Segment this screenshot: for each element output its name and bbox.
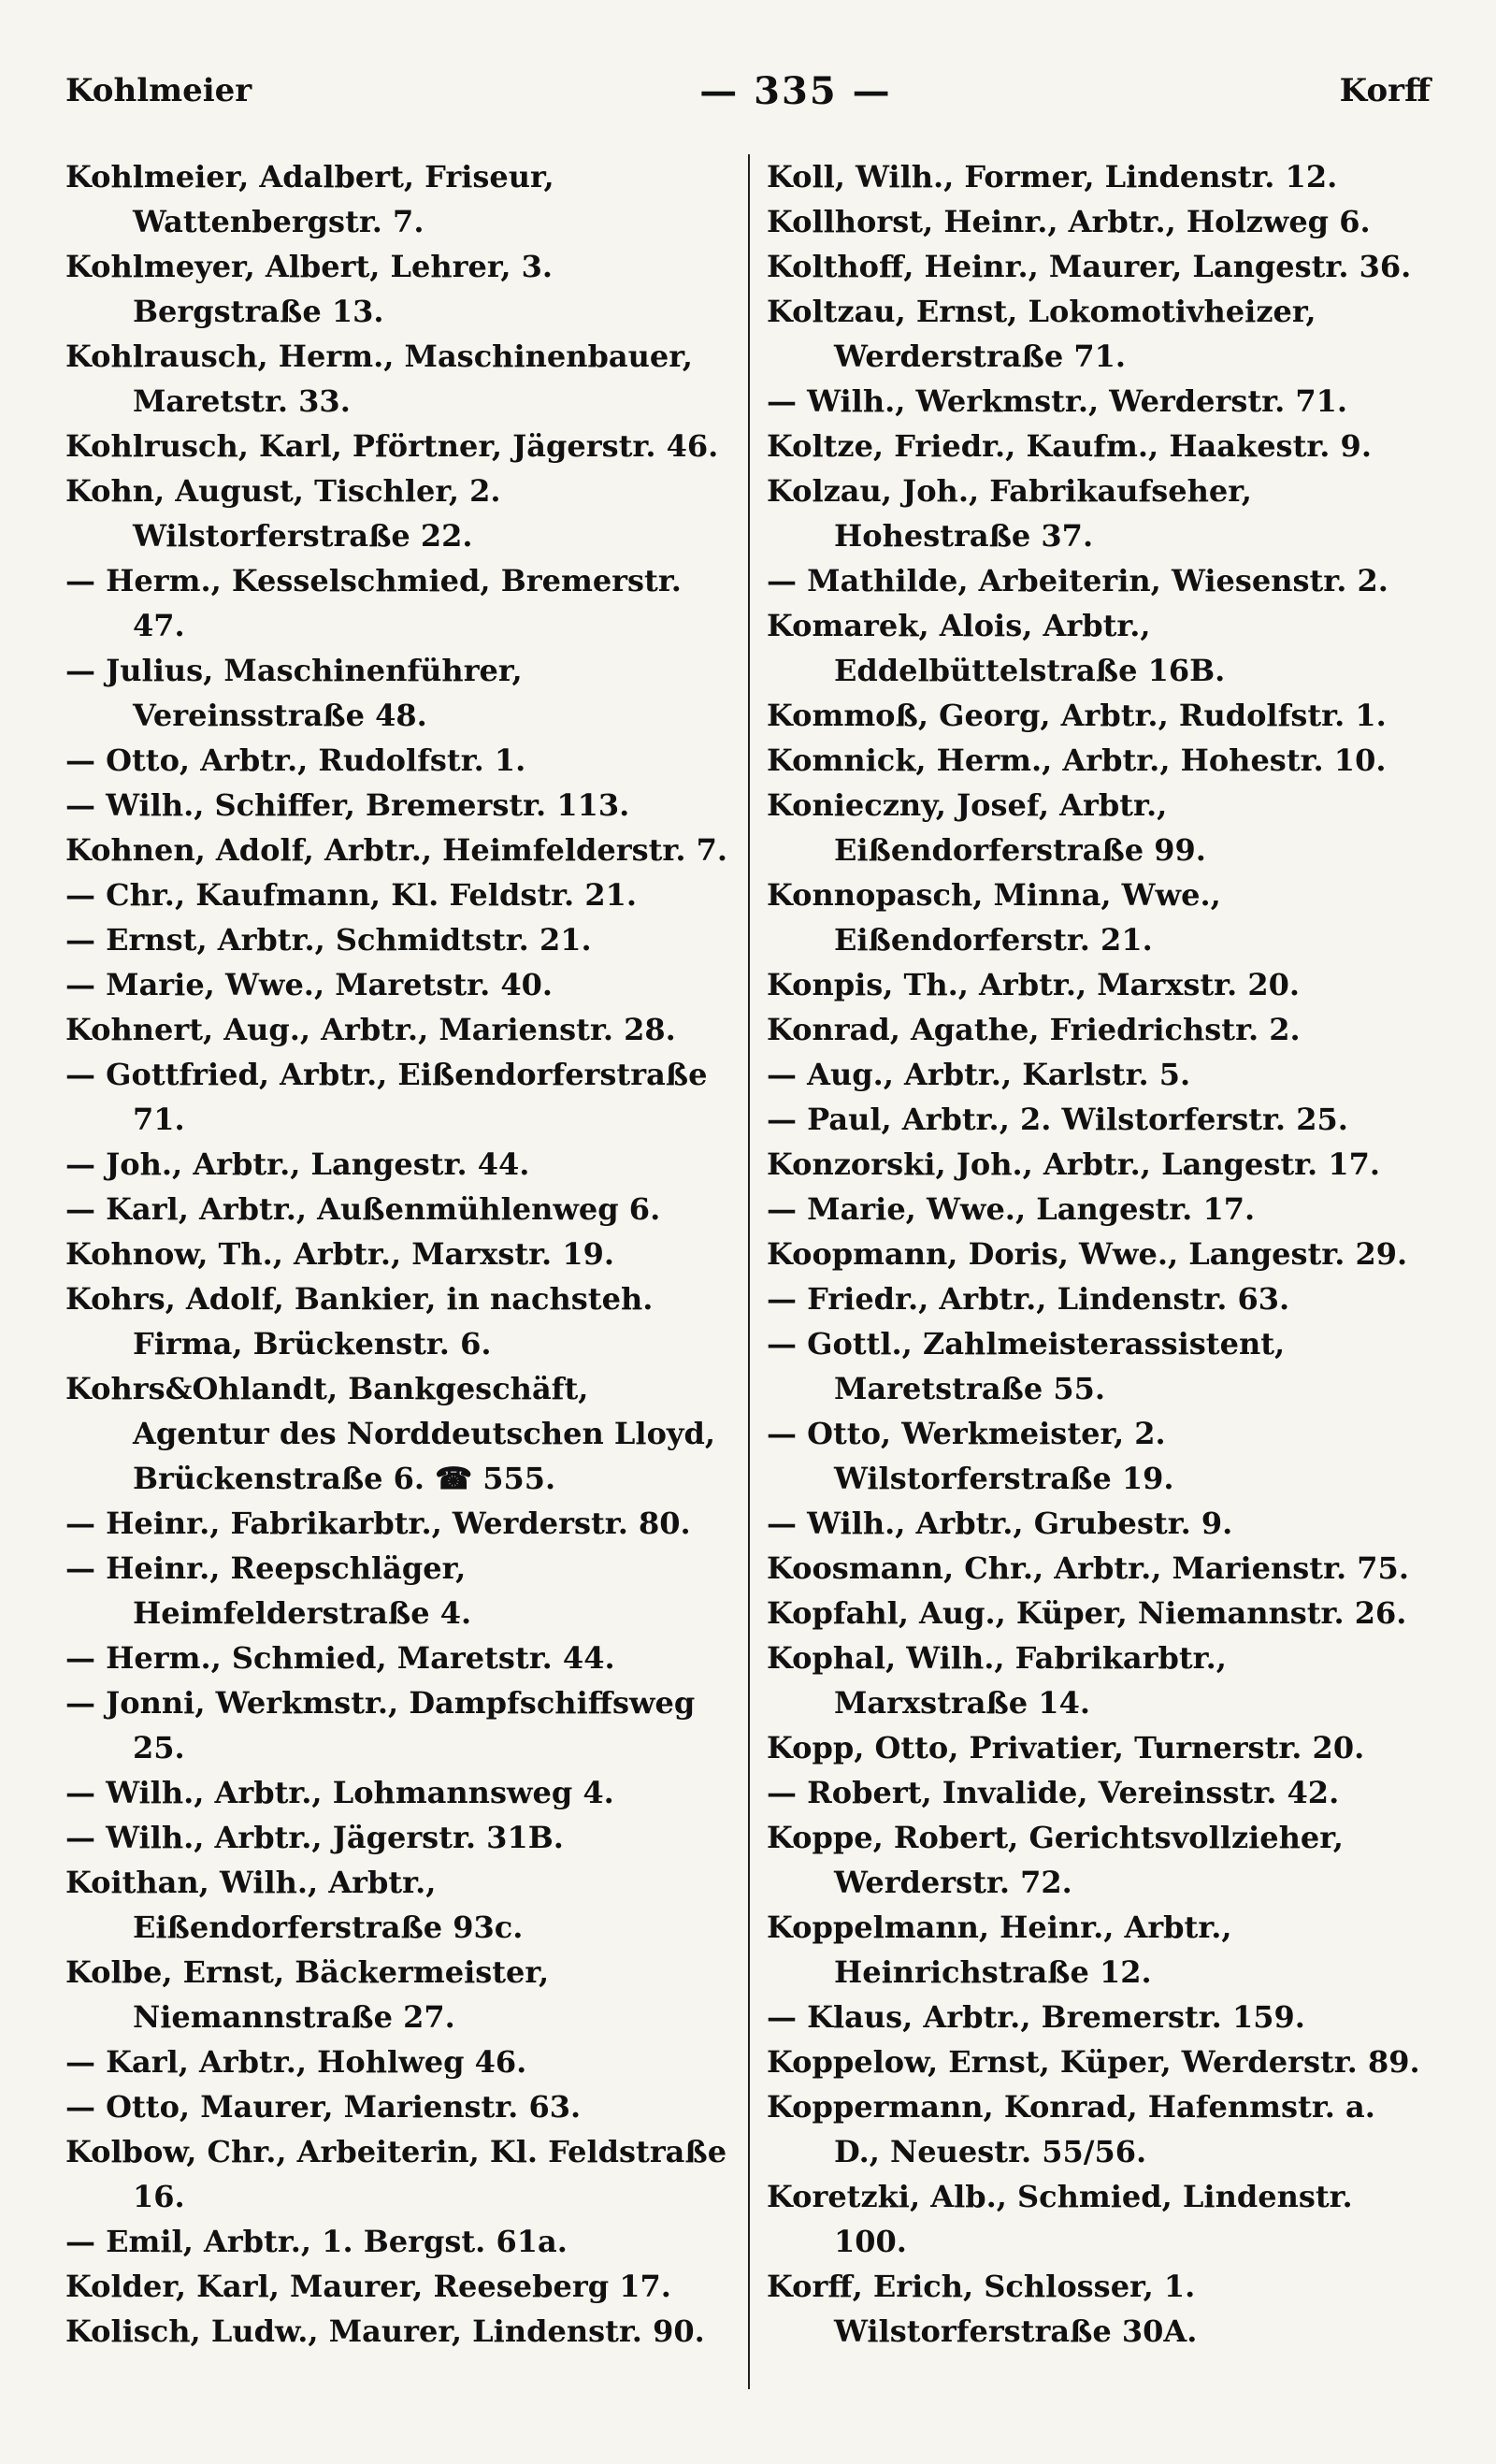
directory-entry: — Chr., Kaufmann, Kl. Feldstr. 21.: [65, 877, 637, 913]
directory-entry: — Jonni, Werkmstr., Dampfschiffsweg 25.: [65, 1685, 696, 1765]
directory-entry: Kohn, August, Tischler, 2. Wilstorferstraße 22.: [65, 473, 501, 554]
directory-entry: Konpis, Th., Arbtr., Marxstr. 20.: [767, 967, 1300, 1002]
directory-entry: Kophal, Wilh., Fabrikarbtr., Marxstraße 14.: [767, 1640, 1227, 1721]
directory-entry: Konzorski, Joh., Arbtr., Langestr. 17.: [767, 1146, 1380, 1182]
directory-entry: Kohlmeier, Adalbert, Friseur, Wattenbergstr. 7.: [65, 159, 554, 239]
running-head-right: Korff: [1339, 72, 1431, 109]
directory-entry: — Herm., Schmied, Maretstr. 44.: [65, 1640, 615, 1676]
directory-entry: Kolbow, Chr., Arbeiterin, Kl. Feldstraße 16.: [65, 2134, 727, 2214]
directory-entry: — Joh., Arbtr., Langestr. 44.: [65, 1146, 530, 1182]
directory-entry: Koretzki, Alb., Schmied, Lindenstr. 100.: [767, 2179, 1353, 2259]
directory-entry: — Marie, Wwe., Maretstr. 40.: [65, 967, 554, 1002]
directory-entry: Koppe, Robert, Gerichtsvollzieher, Werderstr. 72.: [767, 1820, 1344, 1900]
directory-entry: Kolbe, Ernst, Bäckermeister, Niemannstraße 27.: [65, 1954, 550, 2035]
directory-entry: Kohlmeyer, Albert, Lehrer, 3. Bergstraße 13.: [65, 249, 554, 329]
directory-entry: Kohnert, Aug., Arbtr., Marienstr. 28.: [65, 1012, 676, 1047]
directory-entry: — Otto, Werkmeister, 2. Wilstorferstraße 19.: [767, 1416, 1174, 1496]
directory-entry: — Marie, Wwe., Langestr. 17.: [767, 1191, 1256, 1227]
directory-entry: Koopmann, Doris, Wwe., Langestr. 29.: [767, 1236, 1408, 1272]
directory-entry: — Wilh., Werkmstr., Werderstr. 71.: [767, 383, 1348, 419]
directory-entry: Kopp, Otto, Privatier, Turnerstr. 20.: [767, 1730, 1365, 1765]
directory-entry: — Wilh., Arbtr., Lohmannsweg 4.: [65, 1775, 614, 1810]
directory-entry: Kollhorst, Heinr., Arbtr., Holzweg 6.: [767, 204, 1371, 239]
directory-entry: Koosmann, Chr., Arbtr., Marienstr. 75.: [767, 1550, 1409, 1586]
running-head-left: Kohlmeier: [65, 72, 252, 109]
directory-entry: Kolisch, Ludw., Maurer, Lindenstr. 90.: [65, 2313, 705, 2349]
directory-entry: — Emil, Arbtr., 1. Bergst. 61a.: [65, 2224, 568, 2259]
directory-entry: — Otto, Arbtr., Rudolfstr. 1.: [65, 742, 526, 778]
directory-entry: — Heinr., Fabrikarbtr., Werderstr. 80.: [65, 1506, 691, 1541]
directory-entry: — Gottfried, Arbtr., Eißendorferstraße 71.: [65, 1057, 708, 1137]
directory-entry: Koppermann, Konrad, Hafenmstr. a. D., Neuestr. 55/56.: [767, 2089, 1375, 2169]
directory-entry: — Julius, Maschinenführer, Vereinsstraße 48.: [65, 653, 523, 733]
directory-entry: — Gottl., Zahlmeisterassistent, Maretstraße 55.: [767, 1326, 1286, 1406]
directory-entry: — Wilh., Arbtr., Grubestr. 9.: [767, 1506, 1233, 1541]
directory-columns: [65, 154, 1431, 2389]
directory-entry: Konieczny, Josef, Arbtr., Eißendorferstraße 99.: [767, 787, 1206, 868]
directory-entry: Koltze, Friedr., Kaufm., Haakestr. 9.: [767, 428, 1372, 464]
directory-entry: Koll, Wilh., Former, Lindenstr. 12.: [767, 159, 1338, 195]
directory-entry: — Karl, Arbtr., Hohlweg 46.: [65, 2044, 527, 2080]
directory-entry: Kopfahl, Aug., Küper, Niemannstr. 26.: [767, 1595, 1407, 1631]
directory-entry: Kolthoff, Heinr., Maurer, Langestr. 36.: [767, 249, 1412, 284]
directory-entry: — Heinr., Reepschläger, Heimfelderstraße 4.: [65, 1550, 472, 1631]
directory-entry: Kohlrusch, Karl, Pförtner, Jägerstr. 46.: [65, 428, 719, 464]
directory-entry: Kolder, Karl, Maurer, Reeseberg 17.: [65, 2269, 671, 2304]
directory-entry: — Klaus, Arbtr., Bremerstr. 159.: [767, 1999, 1305, 2035]
directory-entry: — Wilh., Schiffer, Bremerstr. 113.: [65, 787, 630, 823]
directory-entry: Kommoß, Georg, Arbtr., Rudolfstr. 1.: [767, 698, 1387, 733]
directory-entry: Komarek, Alois, Arbtr., Eddelbüttelstraße 16B.: [767, 608, 1226, 688]
directory-entry: — Mathilde, Arbeiterin, Wiesenstr. 2.: [767, 563, 1388, 598]
directory-entry: — Karl, Arbtr., Außenmühlenweg 6.: [65, 1191, 661, 1227]
directory-entry: — Ernst, Arbtr., Schmidtstr. 21.: [65, 922, 592, 958]
directory-entry: Konrad, Agathe, Friedrichstr. 2.: [767, 1012, 1301, 1047]
directory-entry: — Herm., Kesselschmied, Bremerstr. 47.: [65, 563, 682, 643]
directory-entry: Koppelow, Ernst, Küper, Werderstr. 89.: [767, 2044, 1420, 2080]
page-number: — 335 —: [699, 68, 892, 113]
directory-entry: — Paul, Arbtr., 2. Wilstorferstr. 25.: [767, 1102, 1348, 1137]
directory-entry: Komnick, Herm., Arbtr., Hohestr. 10.: [767, 742, 1387, 778]
directory-entry: Kohnen, Adolf, Arbtr., Heimfelderstr. 7.: [65, 832, 728, 868]
directory-entry: Kohrs&Ohlandt, Bankgeschäft, Agentur des Norddeutschen Lloyd, Brückenstraße 6. ☎ 555.: [65, 1371, 716, 1496]
directory-entry: Korff, Erich, Schlosser, 1. Wilstorferstraße 30A.: [767, 2269, 1198, 2349]
directory-entry: Koppelmann, Heinr., Arbtr., Heinrichstraße 12.: [767, 1909, 1232, 1990]
directory-entry: Koithan, Wilh., Arbtr., Eißendorferstraße 93c.: [65, 1865, 524, 1945]
directory-entry: Kohlrausch, Herm., Maschinenbauer, Maretstr. 33.: [65, 339, 693, 419]
directory-entry: — Robert, Invalide, Vereinsstr. 42.: [767, 1775, 1340, 1810]
right-column: [748, 154, 1431, 2389]
directory-entry: Koltzau, Ernst, Lokomotivheizer, Werderstraße 71.: [767, 294, 1316, 374]
directory-entry: — Friedr., Arbtr., Lindenstr. 63.: [767, 1281, 1290, 1317]
directory-entry: — Aug., Arbtr., Karlstr. 5.: [767, 1057, 1191, 1092]
directory-entry: Kohrs, Adolf, Bankier, in nachsteh. Firma, Brückenstr. 6.: [65, 1281, 654, 1362]
directory-entry: — Otto, Maurer, Marienstr. 63.: [65, 2089, 582, 2125]
directory-entry: Konnopasch, Minna, Wwe., Eißendorferstr. 21.: [767, 877, 1221, 958]
directory-entry: — Wilh., Arbtr., Jägerstr. 31B.: [65, 1820, 564, 1855]
directory-entry: Kohnow, Th., Arbtr., Marxstr. 19.: [65, 1236, 614, 1272]
page-header: [65, 58, 1431, 123]
left-column: [65, 154, 748, 2389]
directory-entry: Kolzau, Joh., Fabrikaufseher, Hohestraße 37.: [767, 473, 1252, 554]
